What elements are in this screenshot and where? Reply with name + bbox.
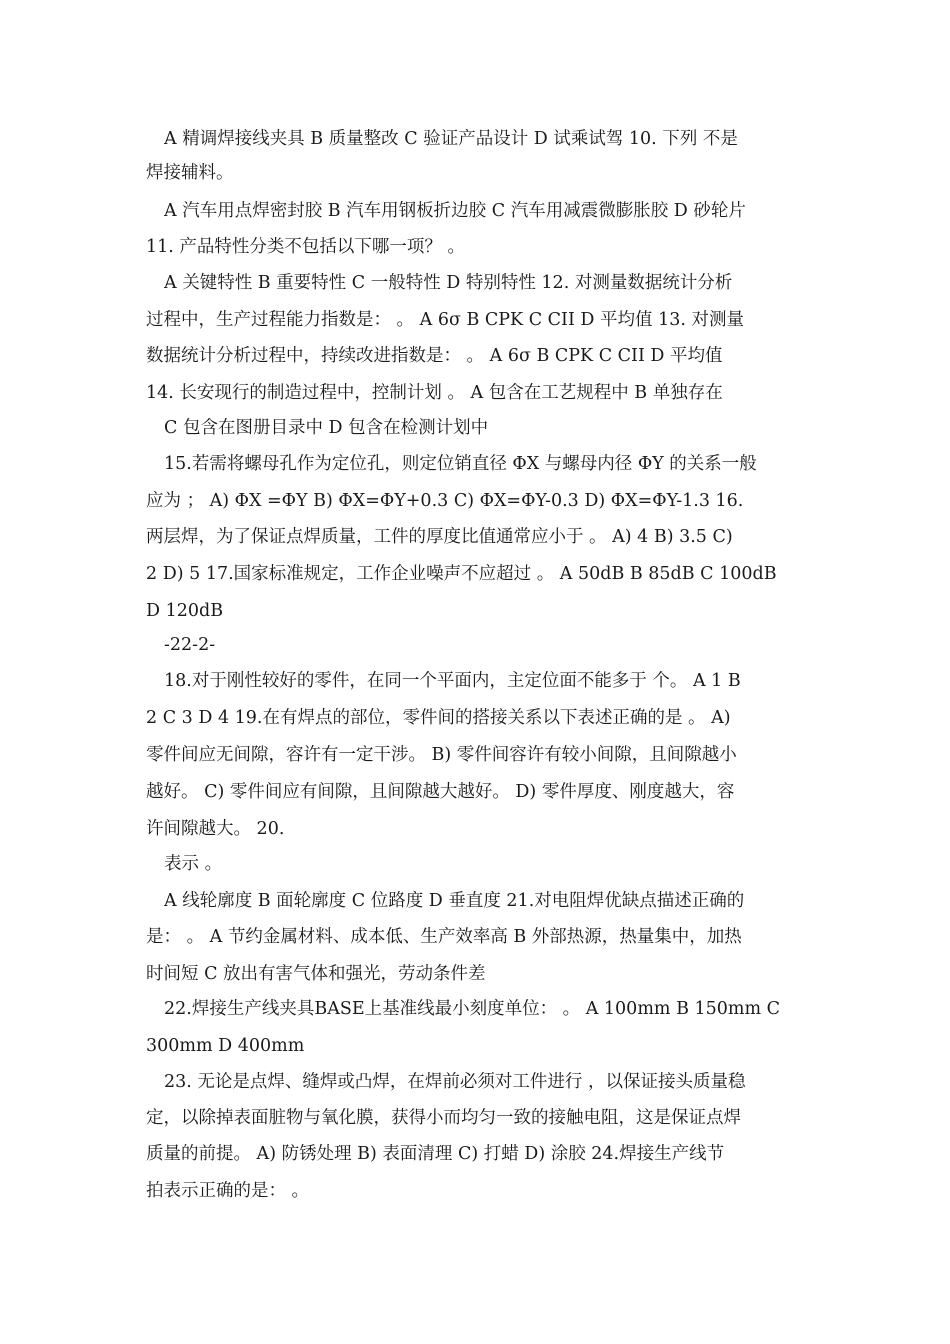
text-line: 两层焊，为了保证点焊质量，工件的厚度比值通常应小于 。 A) 4 B) 3.5 C) — [146, 527, 733, 547]
text-line: 数据统计分析过程中，持续改进指数是： 。 A 6σ B CPK C CII D 平均值 — [146, 346, 723, 366]
text-line: 焊接辅料。 — [146, 163, 234, 183]
text-line: A 关键特性 B 重要特性 C 一般特性 D 特别特性 12. 对测量数据统计分析 — [164, 273, 733, 293]
page-number: -22-2- — [164, 635, 216, 655]
text-line: 拍表示正确的是： 。 — [146, 1181, 310, 1201]
text-line: C 包含在图册目录中 D 包含在检测计划中 — [164, 418, 489, 438]
text-line: A 精调焊接线夹具 B 质量整改 C 验证产品设计 D 试乘试驾 10. 下列 不是 — [164, 129, 738, 149]
text-line: 2 D) 5 17.国家标准规定，工作企业噪声不应超过 。 A 50dB B 85dB C 100dB — [146, 564, 777, 584]
text-line: A 汽车用点焊密封胶 B 汽车用钢板折边胶 C 汽车用减震微膨胀胶 D 砂轮片 — [164, 201, 746, 221]
text-line: 2 C 3 D 4 19.在有焊点的部位，零件间的搭接关系以下表述正确的是 。 A) — [146, 708, 731, 728]
text-line: 是： 。 A 节约金属材料、成本低、生产效率高 B 外部热源，热量集中，加热 — [146, 927, 742, 947]
text-line: 11. 产品特性分类不包括以下哪一项？ 。 — [146, 237, 465, 257]
text-line: A 线轮廓度 B 面轮廓度 C 位路度 D 垂直度 21.对电阻焊优缺点描述正确的 — [164, 891, 745, 911]
text-line: 300mm D 400mm — [146, 1036, 305, 1056]
text-line: 15.若需将螺母孔作为定位孔，则定位销直径 ΦX 与螺母内径 ΦY 的关系一般 — [164, 454, 757, 474]
text-line: 22.焊接生产线夹具BASE上基准线最小刻度单位： 。 A 100mm B 150mm C — [164, 999, 781, 1019]
text-line: D 120dB — [146, 601, 224, 621]
text-line: 表示 。 — [164, 854, 223, 874]
text-line: 14. 长安现行的制造过程中，控制计划 。 A 包含在工艺规程中 B 单独存在 — [146, 383, 723, 403]
text-line: 时间短 C 放出有害气体和强光，劳动条件差 — [146, 964, 486, 984]
text-line: 质量的前提。 A) 防锈处理 B) 表面清理 C) 打蜡 D) 涂胶 24.焊接生产线节 — [146, 1144, 725, 1164]
text-line: 定，以除掉表面脏物与氧化膜，获得小而均匀一致的接触电阻，这是保证点焊 — [146, 1108, 741, 1128]
text-line: 许间隙越大。 20. — [146, 819, 285, 839]
text-line: 越好。 C) 零件间应有间隙，且间隙越大越好。 D) 零件厚度、刚度越大，容 — [146, 782, 735, 802]
text-line: 过程中，生产过程能力指数是： 。 A 6σ B CPK C CII D 平均值 13. 对测量 — [146, 310, 744, 330]
text-line: 23. 无论是点焊、缝焊或凸焊，在焊前必须对工件进行 ，以保证接头质量稳 — [164, 1072, 746, 1092]
text-line: 18.对于刚性较好的零件，在同一个平面内，主定位面不能多于 个。 A 1 B — [164, 671, 741, 691]
text-line: 零件间应无间隙，容许有一定干涉。 B) 零件间容许有较小间隙，且间隙越小 — [146, 745, 737, 765]
text-line: 应为 ； A) ΦX =ΦY B) ΦX=ΦY+0.3 C) ΦX=ΦY-0.3 D) ΦX=ΦY-1.3 16. — [146, 491, 744, 511]
